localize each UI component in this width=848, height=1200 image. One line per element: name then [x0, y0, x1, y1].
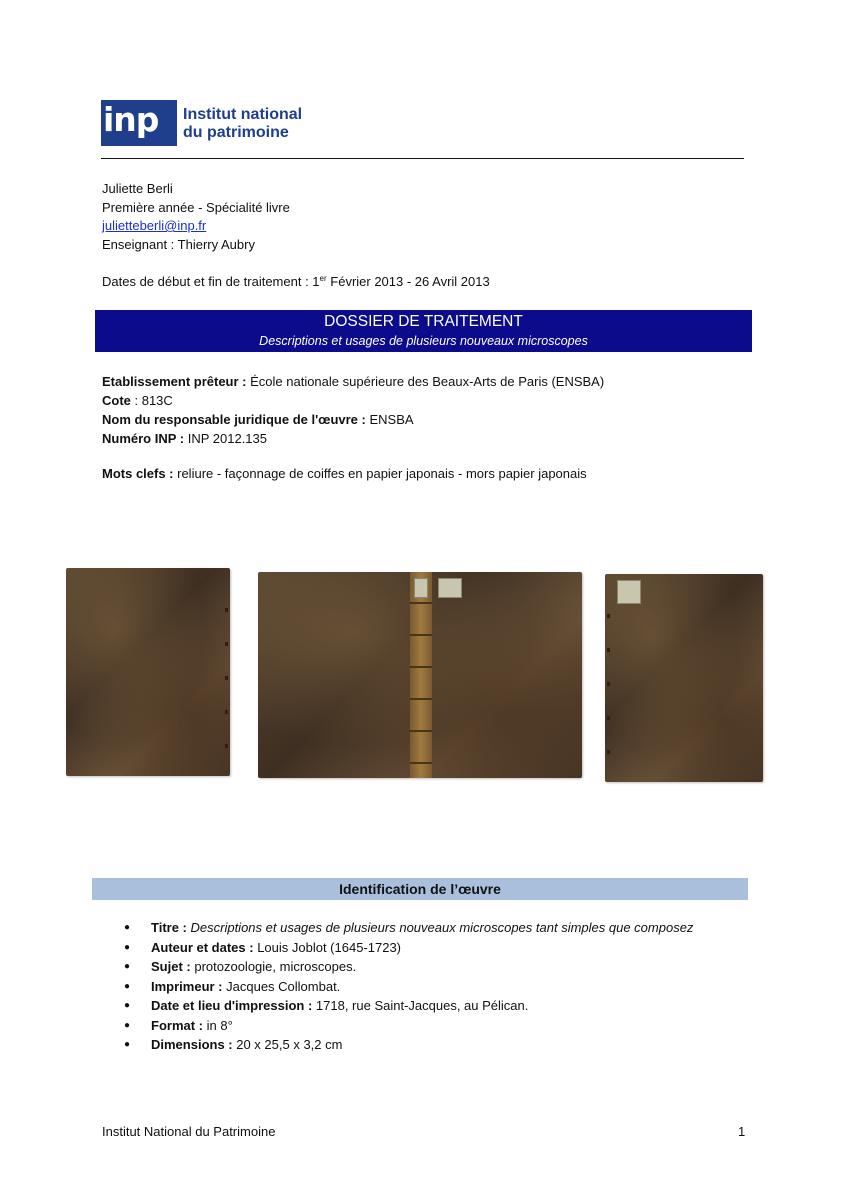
- format-value: in 8°: [203, 1017, 233, 1033]
- dimensions-value: 20 x 25,5 x 3,2 cm: [232, 1037, 343, 1052]
- teacher-name: Enseignant : Thierry Aubry: [102, 236, 255, 252]
- inp-number-label: Numéro INP :: [102, 431, 185, 446]
- format-label: Format :: [151, 1017, 203, 1033]
- title-label: Titre :: [151, 920, 187, 935]
- cote-value: : 813C: [130, 393, 173, 408]
- dates-sup: er: [319, 274, 327, 283]
- lender-row: [102, 372, 604, 391]
- printer-value: Jacques Collombat.: [222, 978, 341, 994]
- bullet-icon: ●: [124, 1039, 131, 1050]
- treatment-dates: [102, 274, 490, 289]
- lender-value: École nationale supérieure des Beaux-Arts de Paris (ENSBA): [246, 374, 605, 389]
- dimensions-label: Dimensions :: [151, 1037, 233, 1052]
- spine-band: [410, 602, 432, 604]
- inp-logo-mark: inp: [101, 100, 177, 146]
- page-number: 1: [738, 1124, 746, 1139]
- keywords-value: reliure - façonnage de coiffes en papier japonais - mors papier japonais: [173, 466, 587, 481]
- print-date-label: Date et lieu d'impression :: [151, 998, 313, 1013]
- footer-institution: Institut National du Patrimoine: [102, 1124, 276, 1139]
- bullet-icon: ●: [124, 980, 131, 992]
- legal-label: Nom du responsable juridique de l'œuvre :: [102, 412, 366, 427]
- inp-number-row: [102, 429, 604, 448]
- book-photo-front-cover: [66, 568, 230, 776]
- title-value: Descriptions et usages de plusieurs nouveaux microscopes tant simples que composez: [186, 920, 694, 935]
- dates-prefix: Dates de début et fin de traitement : 1: [102, 274, 320, 289]
- cover-label-patch: [438, 578, 462, 598]
- institution-name-line2: du patrimoine: [183, 124, 289, 141]
- dates-suffix: Février 2013 - 26 Avril 2013: [326, 274, 490, 289]
- list-item-printer: [122, 977, 693, 997]
- header-divider: [101, 158, 744, 159]
- spine-band: [410, 634, 432, 636]
- keywords-row: [102, 466, 587, 481]
- author-email-link[interactable]: julietteberli@inp.fr: [102, 218, 207, 233]
- back-label-patch: [617, 580, 641, 604]
- print-date-value: 1718, rue Saint-Jacques, au Pélican.: [312, 998, 529, 1013]
- book-spine: [410, 572, 432, 778]
- author-label: Auteur et dates :: [151, 939, 254, 955]
- bullet-icon: ●: [124, 1019, 131, 1031]
- identification-list: [122, 918, 693, 1055]
- book-edge-bands: [607, 584, 610, 774]
- list-item-format: [122, 1016, 693, 1036]
- subject-value: protozoologie, microscopes.: [190, 959, 357, 974]
- title-band: [95, 310, 752, 352]
- spine-band: [410, 762, 432, 764]
- list-item-title: [122, 918, 693, 938]
- spine-band: [410, 698, 432, 700]
- list-item-print-date: [122, 996, 693, 1016]
- bullet-icon: ●: [124, 1000, 131, 1011]
- book-photo-open-spread: [258, 572, 582, 778]
- keywords-label: Mots clefs :: [102, 466, 174, 481]
- book-edge-bands: [225, 578, 228, 768]
- spine-label: [414, 578, 428, 598]
- legal-value: ENSBA: [365, 412, 414, 427]
- list-item-author: [122, 938, 693, 958]
- list-item-subject: [122, 957, 693, 977]
- institution-name-line1: Institut national: [183, 106, 303, 123]
- spine-band: [410, 666, 432, 668]
- list-item-dimensions: [122, 1035, 693, 1055]
- legal-row: [102, 410, 604, 429]
- document-title: DOSSIER DE TRAITEMENT: [324, 313, 523, 330]
- printer-label: Imprimeur :: [151, 978, 223, 994]
- inp-number-value: INP 2012.135: [184, 431, 267, 446]
- lender-label: Etablissement prêteur :: [102, 374, 247, 389]
- book-photo-back-cover: [605, 574, 763, 782]
- author-program: Première année - Spécialité livre: [102, 199, 290, 215]
- bullet-icon: ●: [124, 941, 131, 953]
- bullet-icon: ●: [124, 961, 131, 972]
- subject-label: Sujet :: [151, 959, 191, 974]
- loan-info: [102, 372, 604, 448]
- cote-label: Cote: [102, 393, 131, 408]
- author-name: Juliette Berli: [102, 181, 173, 196]
- section-heading-identification: Identification de l’œuvre: [92, 878, 748, 900]
- cote-row: [102, 391, 604, 410]
- document-subtitle: Descriptions et usages de plusieurs nouveaux microscopes: [259, 334, 588, 348]
- author-block: [102, 180, 290, 254]
- institution-name: [183, 106, 302, 142]
- bullet-icon: ●: [124, 922, 131, 933]
- spine-band: [410, 730, 432, 732]
- author-value: Louis Joblot (1645-1723): [253, 939, 402, 955]
